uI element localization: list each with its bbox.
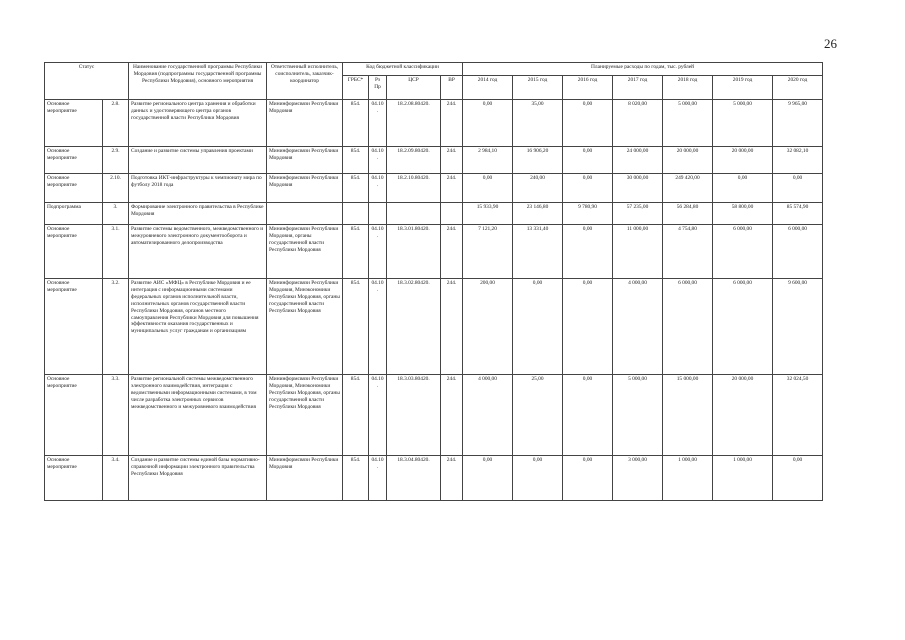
row-value-2014: 0,00 — [463, 456, 513, 501]
row-value-2014: 4 000,00 — [463, 375, 513, 456]
row-value-2017: 24 000,00 — [613, 147, 663, 174]
row-value-2017: 8 020,00 — [613, 100, 663, 147]
table-row — [45, 279, 823, 375]
row-number: 3.2. — [103, 279, 129, 375]
row-vr: 244. — [441, 279, 463, 375]
row-value-2019: 58 800,00 — [713, 203, 773, 225]
header-year: 2015 год — [513, 76, 563, 100]
row-responsible: Мининформсвязи Республики Мордовия, Минэкономики Республики Мордовия, органы государственной власти Республики Мордовия — [267, 375, 343, 456]
row-value-2016: 0,00 — [563, 100, 613, 147]
row-vr: 244. — [441, 147, 463, 174]
row-value-2015: 0,00 — [513, 456, 563, 501]
row-number: 2.9. — [103, 147, 129, 174]
header-year: 2018 год — [663, 76, 713, 100]
row-value-2019: 20 000,00 — [713, 375, 773, 456]
budget-table — [44, 62, 823, 501]
row-csr: 18.3.01.80420. — [387, 225, 441, 279]
row-rz-pr: 04.10. — [369, 225, 387, 279]
row-value-2016: 0,00 — [563, 279, 613, 375]
header-year: 2014 год — [463, 76, 513, 100]
header-year: 2016 год — [563, 76, 613, 100]
row-value-2018: 1 000,00 — [663, 456, 713, 501]
row-responsible: Мининформсвязи Республики Мордовия, органы государственной власти Республики Мордовия — [267, 225, 343, 279]
row-vr: 244. — [441, 375, 463, 456]
row-status: Основное мероприятие — [45, 100, 103, 147]
row-csr: 18.3.03.80420. — [387, 375, 441, 456]
row-csr: 18.2.09.80420. — [387, 147, 441, 174]
row-vr: 244. — [441, 225, 463, 279]
row-number: 3.4. — [103, 456, 129, 501]
page-number: 26 — [824, 36, 837, 51]
row-rz-pr: 04.10. — [369, 456, 387, 501]
row-value-2019: 1 000,00 — [713, 456, 773, 501]
row-rz-pr: 04.10. — [369, 147, 387, 174]
row-csr: 18.2.10.80420. — [387, 174, 441, 203]
row-grbs — [343, 203, 369, 225]
table-row — [45, 100, 823, 147]
row-value-2018: 56 284,80 — [663, 203, 713, 225]
row-rz-pr: 04.10. — [369, 279, 387, 375]
row-responsible: Мининформсвязи Республики Мордовия — [267, 100, 343, 147]
row-value-2016: 0,00 — [563, 225, 613, 279]
row-value-2017: 11 000,00 — [613, 225, 663, 279]
row-csr: 18.3.02.80420. — [387, 279, 441, 375]
row-value-2016: 0,00 — [563, 375, 613, 456]
row-grbs: 854. — [343, 279, 369, 375]
row-value-2016: 9 780,90 — [563, 203, 613, 225]
row-vr: 244. — [441, 100, 463, 147]
row-value-2019: 20 000,00 — [713, 147, 773, 174]
row-rz-pr: 04.10. — [369, 174, 387, 203]
row-value-2017: 3 000,00 — [613, 456, 663, 501]
row-name: Формирование электронного правительства в Республике Мордовия — [129, 203, 267, 225]
table-row — [45, 203, 823, 225]
header-grbs: ГРБС* — [343, 76, 369, 100]
row-value-2014: 7 121,20 — [463, 225, 513, 279]
row-csr — [387, 203, 441, 225]
row-value-2018: 4 754,80 — [663, 225, 713, 279]
header-year: 2019 год — [713, 76, 773, 100]
header-responsible: Ответственный исполнитель, соисполнитель, заказчик-координатор — [267, 63, 343, 100]
row-value-2018: 5 000,00 — [663, 100, 713, 147]
row-name: Создание и развитие системы управления проектами — [129, 147, 267, 174]
row-csr: 18.2.08.80420. — [387, 100, 441, 147]
row-value-2018: 249 420,00 — [663, 174, 713, 203]
table-row — [45, 174, 823, 203]
header-vr: ВР — [441, 76, 463, 100]
row-value-2014: 0,00 — [463, 100, 513, 147]
row-value-2020: 6 000,00 — [773, 225, 823, 279]
row-grbs: 854. — [343, 147, 369, 174]
row-number: 3. — [103, 203, 129, 225]
row-status: Основное мероприятие — [45, 279, 103, 375]
row-value-2015: 25,00 — [513, 375, 563, 456]
row-value-2017: 4 000,00 — [613, 279, 663, 375]
row-value-2020: 32 082,10 — [773, 147, 823, 174]
row-status: Основное мероприятие — [45, 147, 103, 174]
row-number: 2.10. — [103, 174, 129, 203]
row-status: Основное мероприятие — [45, 174, 103, 203]
row-value-2016: 0,00 — [563, 147, 613, 174]
row-value-2015: 16 906,20 — [513, 147, 563, 174]
row-value-2020: 0,00 — [773, 456, 823, 501]
row-value-2016: 0,00 — [563, 174, 613, 203]
table-row — [45, 147, 823, 174]
row-vr — [441, 203, 463, 225]
row-name: Развитие системы ведомственного, межведомственного и межуровневого электронного документооборота и автоматизированного делопроизводства — [129, 225, 267, 279]
row-name: Развитие региональной системы межведомственного электронного взаимодействия, интеграция с ведомственными информационными системами, в том числе разработка электронных сервисов межведомственного и межуровневого взаимодействия — [129, 375, 267, 456]
row-value-2014: 15 933,90 — [463, 203, 513, 225]
header-name: Наименование государственной программы Республики Мордовия (подпрограммы государственной программы Республики Мордовия), основного мероприятия — [129, 63, 267, 100]
row-value-2017: 5 000,00 — [613, 375, 663, 456]
row-value-2020: 9 965,00 — [773, 100, 823, 147]
row-value-2020: 9 600,00 — [773, 279, 823, 375]
row-responsible: Мининформсвязи Республики Мордовия — [267, 174, 343, 203]
row-value-2019: 6 000,00 — [713, 225, 773, 279]
row-responsible: Мининформсвязи Республики Мордовия — [267, 456, 343, 501]
row-value-2016: 0,00 — [563, 456, 613, 501]
header-year: 2017 год — [613, 76, 663, 100]
row-value-2015: 35,00 — [513, 100, 563, 147]
row-vr: 244. — [441, 174, 463, 203]
row-vr: 244. — [441, 456, 463, 501]
row-value-2017: 57 235,00 — [613, 203, 663, 225]
row-responsible — [267, 203, 343, 225]
row-name: Создание и развитие системы единой базы нормативно-справочной информации электронного правительства Республики Мордовия — [129, 456, 267, 501]
row-responsible: Мининформсвязи Республики Мордовия, Минэкономики Республики Мордовия, органы государственной власти Республики Мордовия — [267, 279, 343, 375]
header-classification: Код бюджетной классификации — [343, 63, 463, 76]
row-value-2014: 200,00 — [463, 279, 513, 375]
row-rz-pr: 04.10. — [369, 100, 387, 147]
header-planned: Планируемые расходы по годам, тыс. рублей — [463, 63, 823, 76]
row-value-2019: 0,00 — [713, 174, 773, 203]
row-number: 3.1. — [103, 225, 129, 279]
row-name: Развитие регионального центра хранения и обработки данных и удостоверяющего центра органов государственной власти Республики Мордовия — [129, 100, 267, 147]
row-name: Подготовка ИКТ-инфраструктуры к чемпионату мира по футболу 2018 года — [129, 174, 267, 203]
row-status: Основное мероприятие — [45, 375, 103, 456]
row-value-2014: 2 984,10 — [463, 147, 513, 174]
table-row — [45, 375, 823, 456]
row-status: Подпрограмма — [45, 203, 103, 225]
row-grbs: 854. — [343, 375, 369, 456]
row-value-2018: 15 000,00 — [663, 375, 713, 456]
row-status: Основное мероприятие — [45, 225, 103, 279]
row-value-2015: 0,00 — [513, 279, 563, 375]
row-value-2014: 0,00 — [463, 174, 513, 203]
row-value-2015: 240,00 — [513, 174, 563, 203]
row-responsible: Мининформсвязи Республики Мордовия — [267, 147, 343, 174]
row-rz-pr: 04.10. — [369, 375, 387, 456]
row-grbs: 854. — [343, 174, 369, 203]
table-row — [45, 456, 823, 501]
row-rz-pr — [369, 203, 387, 225]
row-value-2017: 30 000,00 — [613, 174, 663, 203]
row-value-2020: 0,00 — [773, 174, 823, 203]
row-number: 2.8. — [103, 100, 129, 147]
row-value-2019: 6 000,00 — [713, 279, 773, 375]
row-number: 3.3. — [103, 375, 129, 456]
row-value-2015: 13 331,40 — [513, 225, 563, 279]
row-value-2019: 5 000,00 — [713, 100, 773, 147]
header-rz-pr: Рз Пр — [369, 76, 387, 100]
header-csr: ЦСР — [387, 76, 441, 100]
row-value-2018: 20 000,00 — [663, 147, 713, 174]
row-grbs: 854. — [343, 456, 369, 501]
header-year: 2020 год — [773, 76, 823, 100]
header-status: Статус — [45, 63, 129, 100]
row-csr: 18.3.04.80420. — [387, 456, 441, 501]
row-status: Основное мероприятие — [45, 456, 103, 501]
table-body — [45, 100, 823, 501]
row-value-2020: 85 574,90 — [773, 203, 823, 225]
row-value-2020: 32 024,50 — [773, 375, 823, 456]
row-value-2018: 6 000,00 — [663, 279, 713, 375]
row-name: Развитие АИС «МФЦ» в Республике Мордовия и ее интеграция с информационными системами федеральных органов исполнительной власти, исполнительных органов государственной власти Республики Мордовия, органов местного самоуправления Республики Мордовия для повышения эффективности оказания государственных и муниципальных услуг гражданам и организациям — [129, 279, 267, 375]
row-grbs: 854. — [343, 225, 369, 279]
table-row — [45, 225, 823, 279]
row-grbs: 854. — [343, 100, 369, 147]
row-value-2015: 23 146,80 — [513, 203, 563, 225]
